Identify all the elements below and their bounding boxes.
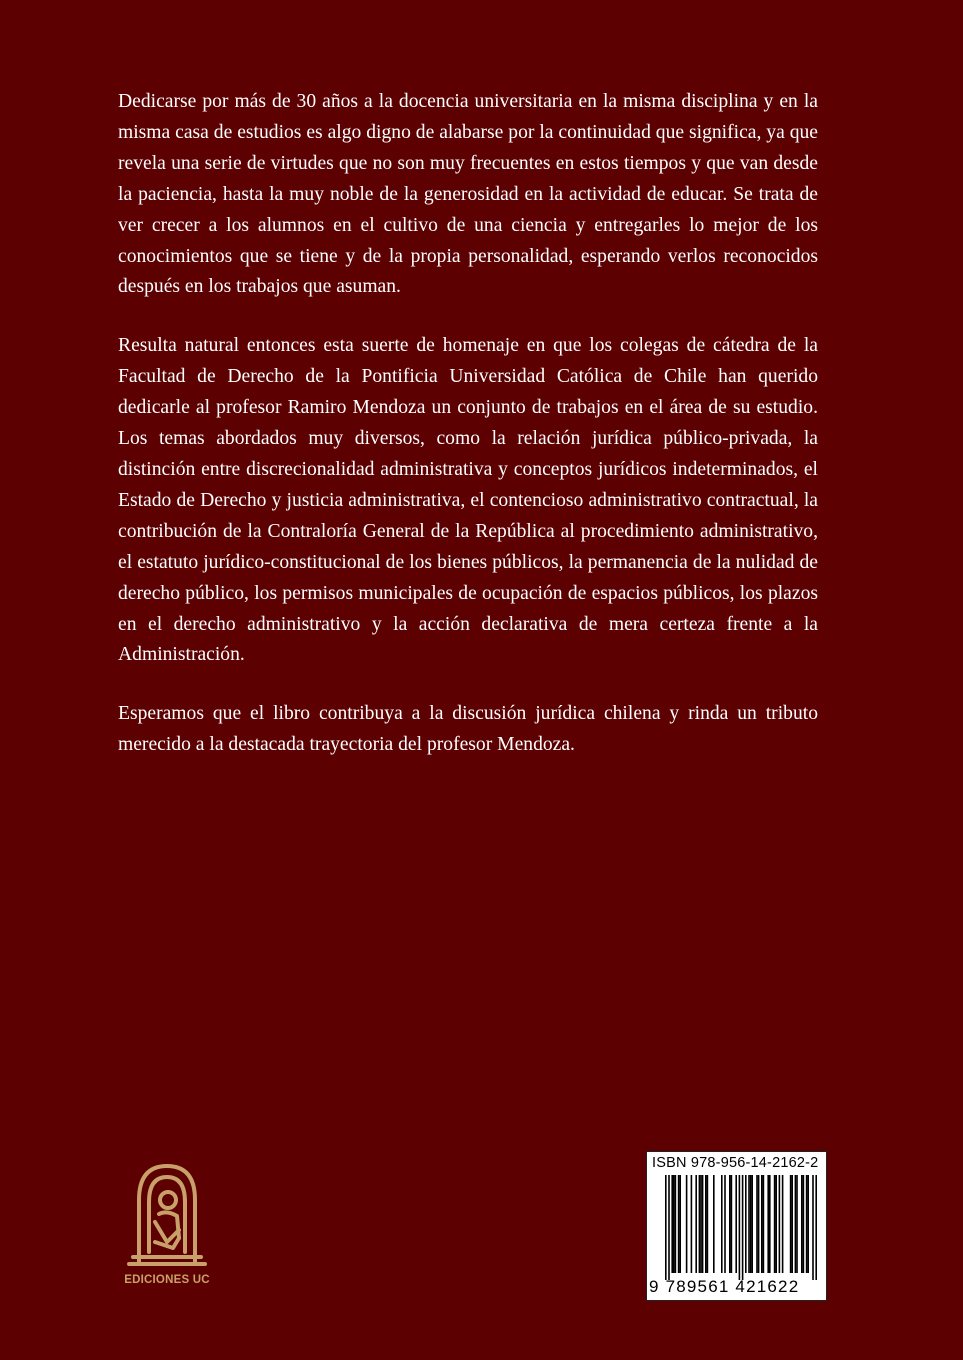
barcode-bar xyxy=(750,1175,752,1273)
barcode-bar xyxy=(678,1175,680,1273)
barcode-bar xyxy=(705,1175,707,1273)
barcode-bar xyxy=(782,1175,784,1273)
barcode-bar xyxy=(702,1175,704,1273)
publisher-logo xyxy=(112,1160,222,1300)
barcode-bar xyxy=(665,1175,667,1280)
barcode-bar xyxy=(801,1175,803,1273)
description-paragraph-3: Esperamos que el libro contribuya a la discusión jurídica chilena y rinda un tributo merecido a la destacada trayectoria del profesor Mendoza. xyxy=(118,703,818,756)
barcode-bar xyxy=(699,1175,701,1273)
barcode-bar xyxy=(748,1175,750,1273)
barcode-bar xyxy=(735,1175,737,1273)
barcode-bar xyxy=(675,1175,677,1273)
barcode-bar xyxy=(815,1175,817,1280)
description-text xyxy=(118,87,818,789)
barcode-bar xyxy=(812,1175,814,1280)
barcode-bar xyxy=(758,1175,760,1273)
barcode-bar xyxy=(731,1175,733,1273)
barcode-bar xyxy=(700,1175,702,1273)
barcode-bar xyxy=(779,1175,781,1273)
barcode-bar xyxy=(673,1175,675,1273)
barcode-bar xyxy=(671,1175,673,1273)
barcode-bar xyxy=(803,1175,805,1273)
barcode-bar xyxy=(668,1175,670,1280)
barcode-bar xyxy=(745,1175,747,1273)
barcode-bar xyxy=(713,1175,715,1273)
barcode-bar xyxy=(707,1175,709,1273)
isbn-barcode xyxy=(646,1151,827,1301)
barcode-bar xyxy=(774,1175,776,1273)
barcode-bar xyxy=(695,1175,697,1273)
barcode-bar xyxy=(767,1175,769,1273)
barcode-bar xyxy=(790,1175,792,1273)
barcode-bar xyxy=(739,1175,741,1280)
barcode-bar xyxy=(756,1175,758,1273)
barcode-bar xyxy=(769,1175,771,1273)
barcode-bar xyxy=(721,1175,723,1273)
barcode-bar xyxy=(791,1175,793,1273)
barcode-bar xyxy=(763,1175,765,1273)
barcode-bar xyxy=(691,1175,693,1273)
description-paragraph-1: Dedicarse por más de 30 años a la docencia universitaria en la misma disciplina y en la misma casa de estudios es algo digno de alabarse por la continuidad que significa, ya que revela una serie de virtudes que no son muy frecuentes en estos tiempos y que van desde la paciencia, hasta la muy noble de la generosidad en la actividad de educar. Se trata de ver crecer a los alumnos en el cultivo de una ciencia y entregarles lo mejor de los conocimientos que se tiene y de la propia personalidad, esperando verlos reconocidos después en los trabajos que asuman. xyxy=(118,91,818,298)
barcode-bar xyxy=(724,1175,726,1273)
isbn-label: ISBN 978-956-14-2162-2 xyxy=(652,1155,819,1171)
barcode-bar xyxy=(742,1175,744,1280)
barcode-bar xyxy=(806,1175,808,1273)
barcode-bar xyxy=(686,1175,688,1273)
barcode-bar xyxy=(729,1175,731,1273)
ediciones-uc-emblem-icon xyxy=(121,1160,213,1268)
barcode-bar xyxy=(795,1175,797,1273)
barcode-bar xyxy=(679,1175,681,1273)
publisher-name: EDICIONES UC xyxy=(124,1274,210,1286)
barcode-bar xyxy=(751,1175,753,1273)
barcode-bar xyxy=(775,1175,777,1273)
barcode-bar xyxy=(807,1175,809,1273)
barcode-bar xyxy=(796,1175,798,1273)
barcode-bar xyxy=(761,1175,763,1273)
barcode-digits: 9 789561 421622 xyxy=(649,1277,800,1296)
description-paragraph-2: Resulta natural entonces esta suerte de homenaje en que los colegas de cátedra de la Facultad de Derecho de la Pontificia Universidad Católica de Chile han querido dedicarle al profesor Ramiro Mendoza un conjunto de trabajos en el área de su estudio. Los temas abordados muy diversos, como la relación jurídica público-privada, la distinción entre discrecionalidad administrativa y conceptos jurídicos indeterminados, el Estado de Derecho y justicia administrativa, el contencioso administrativo contractual, la contribución de la Contraloría General de la República al procedimiento administrativo, el estatuto jurídico-constitucional de los bienes públicos, la permanencia de la nulidad de derecho público, los permisos municipales de ocupación de espacios públicos, los plazos en el derecho administrativo y la acción declarativa de mera certeza frente a la Administración. xyxy=(118,335,818,666)
